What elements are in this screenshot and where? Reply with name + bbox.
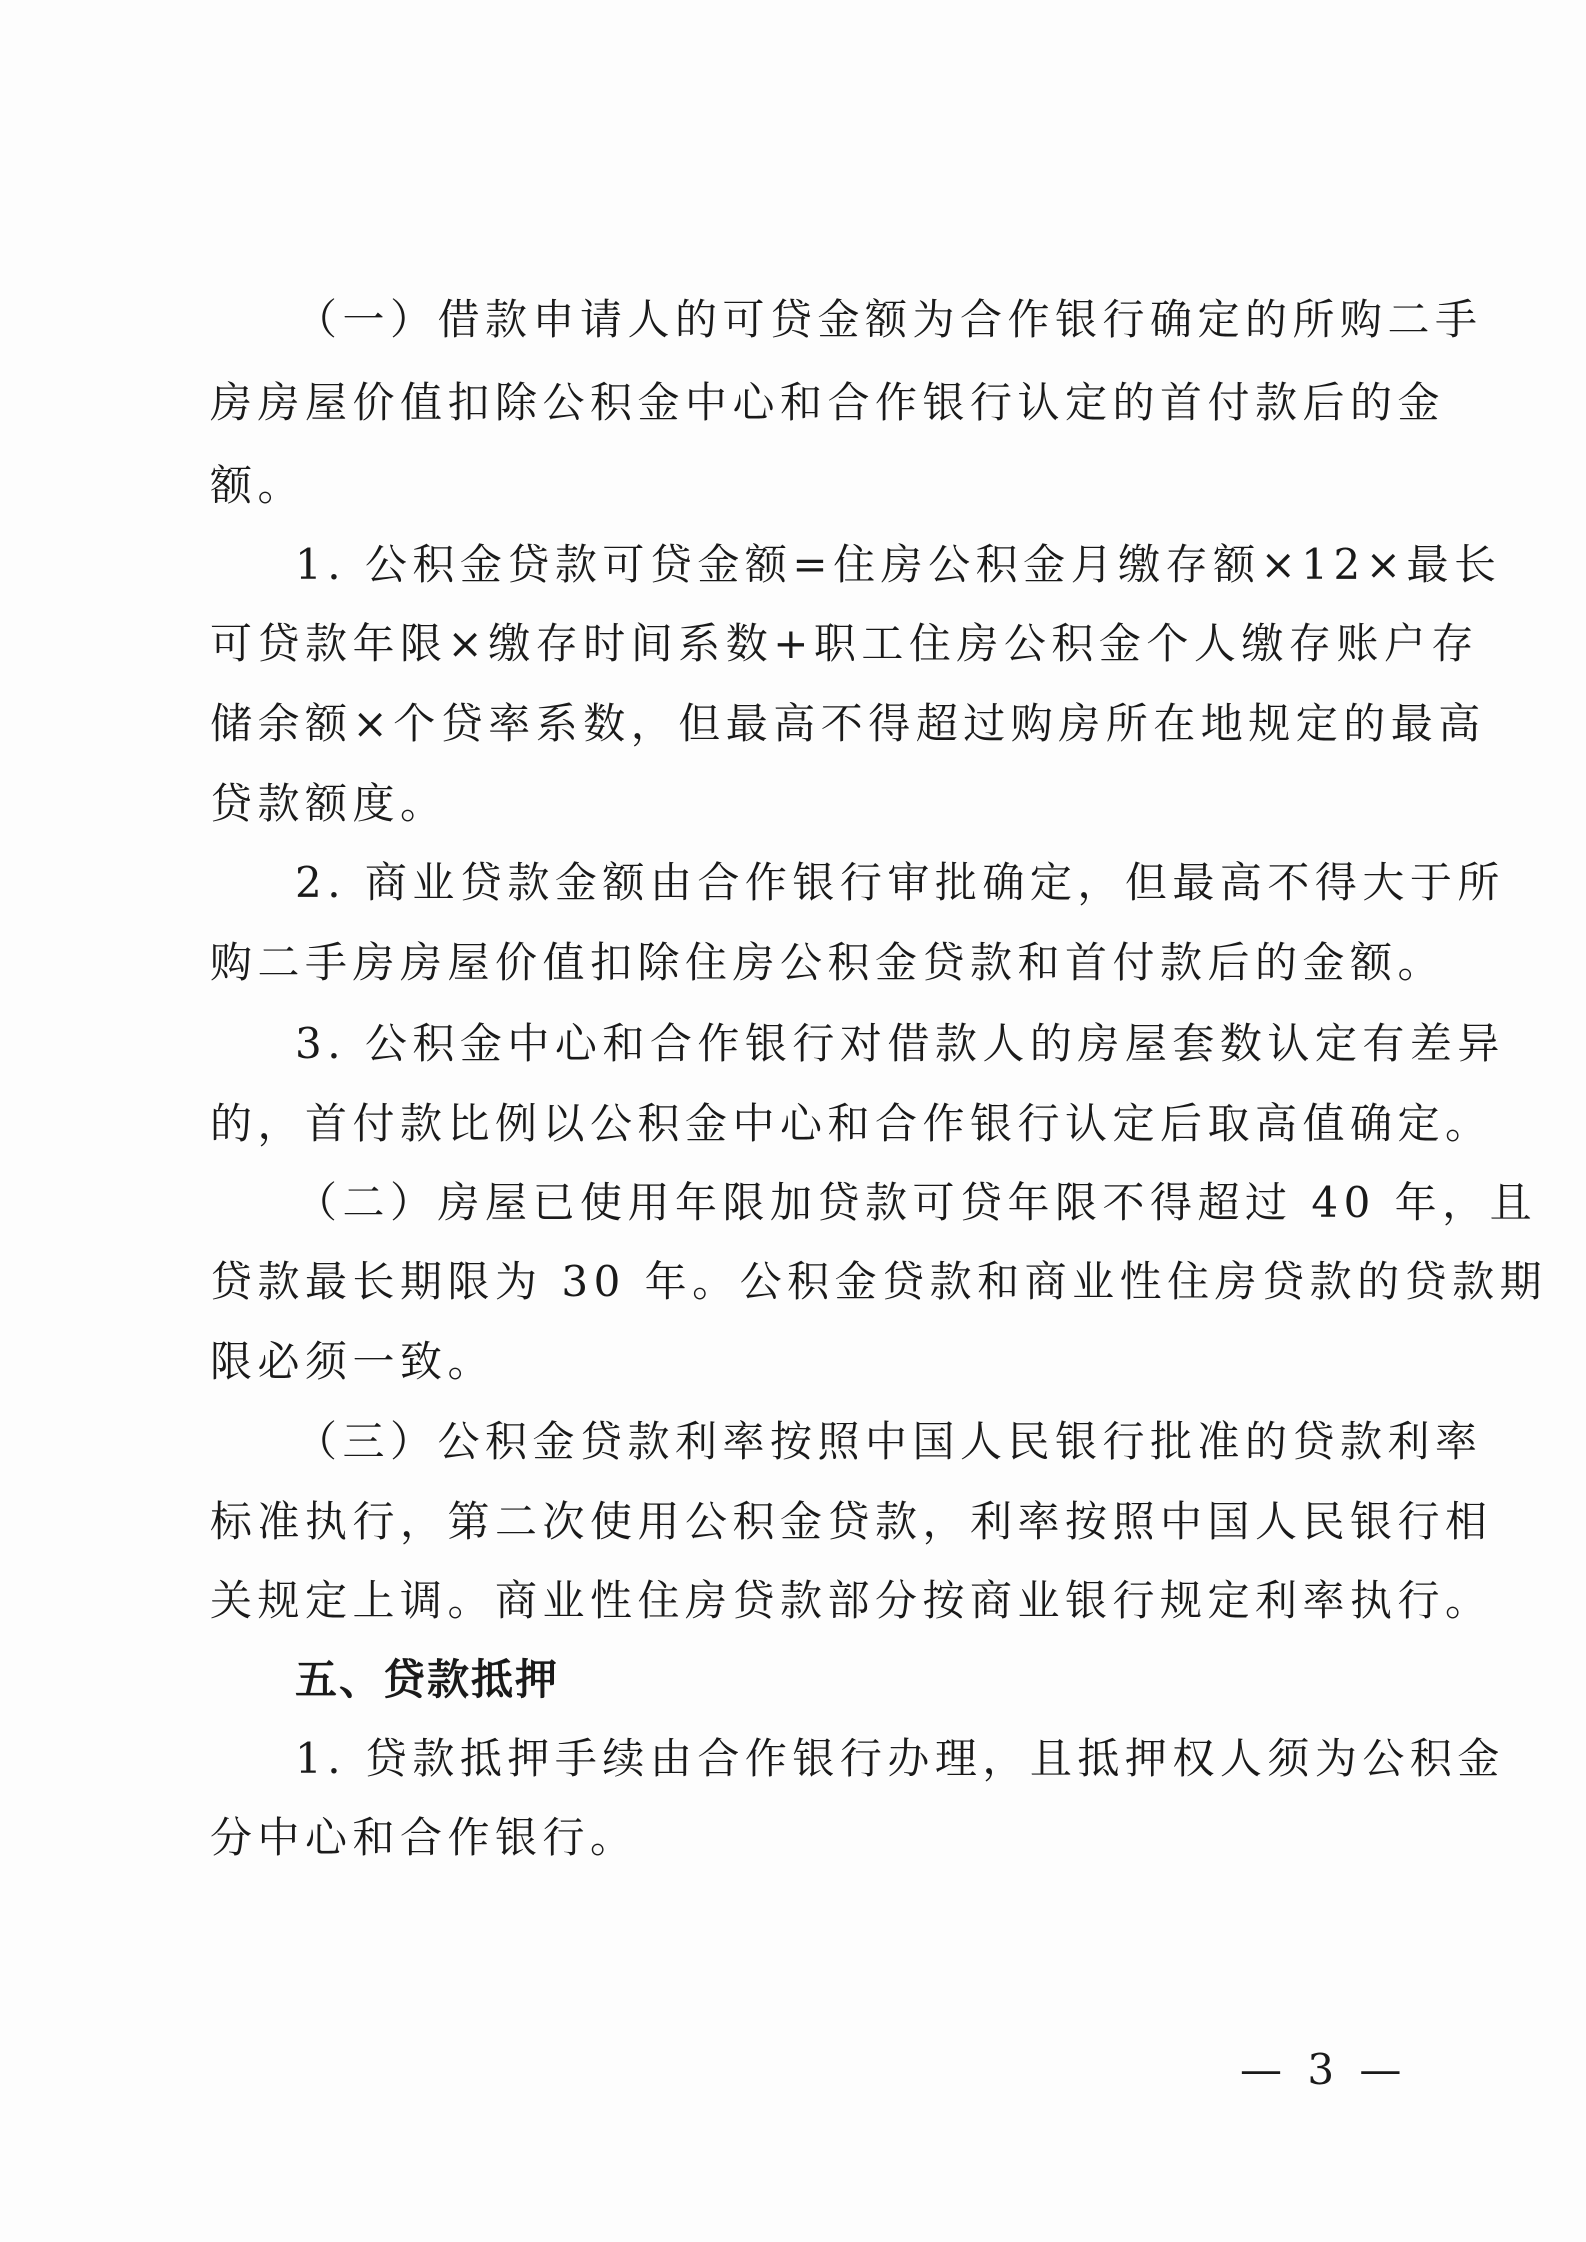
item-3-line-2: 的，首付款比例以公积金中心和合作银行认定后取高值确定。 <box>210 1099 1493 1148</box>
section-3-line-3: 关规定上调。商业性住房贷款部分按商业银行规定利率执行。 <box>210 1576 1493 1625</box>
item-2-line-1: 2. 商业贷款金额由合作银行审批确定，但最高不得大于所 <box>295 858 1505 907</box>
item-1-line-4: 贷款额度。 <box>210 779 448 828</box>
section-heading-5: 五、贷款抵押 <box>295 1655 560 1704</box>
section-2-line-1: （二）房屋已使用年限加贷款可贷年限不得超过 40 年，且 <box>295 1178 1538 1227</box>
item-1-line-2: 可贷款年限×缴存时间系数+职工住房公积金个人缴存账户存 <box>210 619 1479 668</box>
section-1-line-1: （一）借款申请人的可贷金额为合作银行确定的所购二手 <box>295 295 1483 344</box>
section-1-line-2: 房房屋价值扣除公积金中心和合作银行认定的首付款后的金 <box>210 378 1446 427</box>
item-1-line-3: 储余额×个贷率系数，但最高不得超过购房所在地规定的最高 <box>210 699 1486 748</box>
item-3-line-1: 3. 公积金中心和合作银行对借款人的房屋套数认定有差异 <box>295 1019 1505 1068</box>
section-3-line-1: （三）公积金贷款利率按照中国人民银行批准的贷款利率 <box>295 1417 1483 1466</box>
section-1-line-3: 额。 <box>210 461 306 510</box>
item-1-line-1: 1. 公积金贷款可贷金额=住房公积金月缴存额×12×最长 <box>295 540 1502 589</box>
mortgage-item-1-line-2: 分中心和合作银行。 <box>210 1813 638 1862</box>
section-3-line-2: 标准执行，第二次使用公积金贷款，利率按照中国人民银行相 <box>210 1497 1493 1546</box>
page-number: — 3 — <box>1240 2045 1408 2094</box>
section-2-line-3: 限必须一致。 <box>210 1337 496 1386</box>
mortgage-item-1-line-1: 1. 贷款抵押手续由合作银行办理，且抵押权人须为公积金 <box>295 1734 1505 1783</box>
section-2-line-2: 贷款最长期限为 30 年。公积金贷款和商业性住房贷款的贷款期 <box>210 1257 1548 1306</box>
item-2-line-2: 购二手房房屋价值扣除住房公积金贷款和首付款后的金额。 <box>210 938 1446 987</box>
